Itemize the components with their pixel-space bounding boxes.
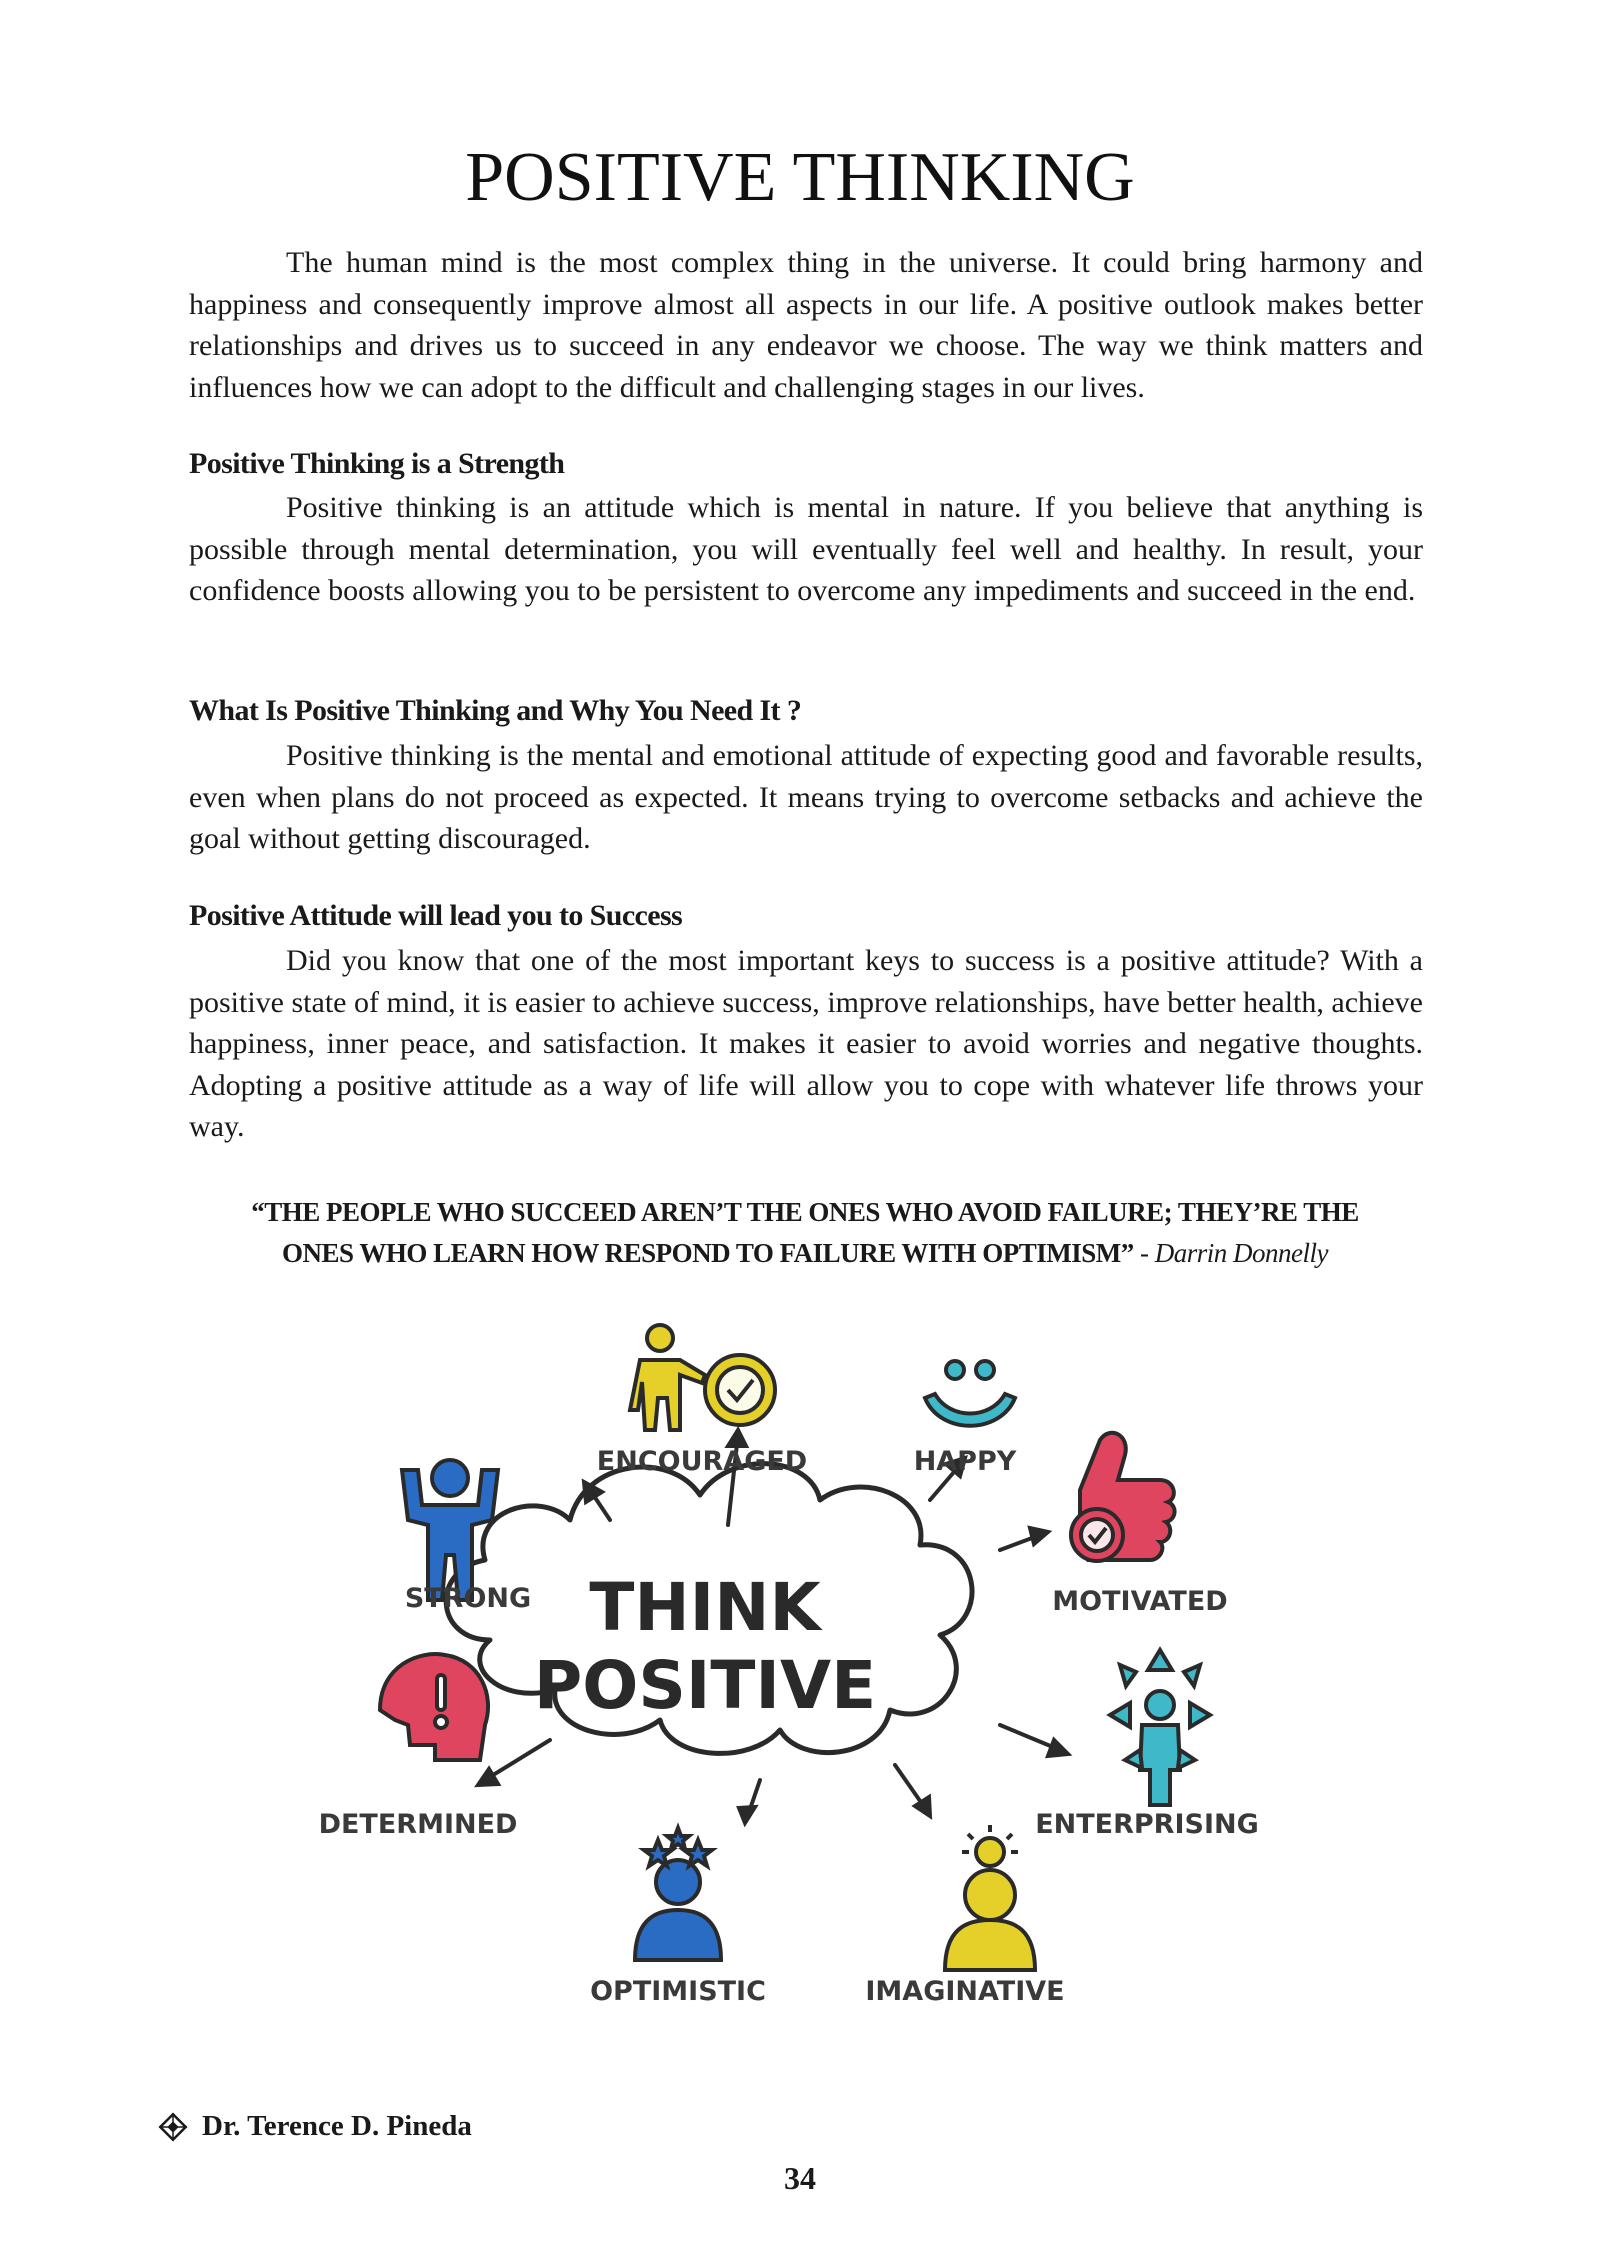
section-paragraph-what-is [189, 735, 1423, 860]
section-text-strength: Positive thinking is an attitude which is mental in nature. If you believe that anything is possible through mental determination, you will eventually feel well and healthy. In result, your confidence boosts allowing you to be persistent to overcome any impediments and succeed in the end. [189, 491, 1423, 607]
quote-line-1: “THE PEOPLE WHO SUCCEED AREN’T THE ONES WHO AVOID FAILURE; THEY’RE THE [251, 1197, 1359, 1227]
page-title: POSITIVE THINKING [465, 139, 1135, 216]
label-imaginative: IMAGINATIVE [865, 1976, 1065, 2007]
label-encouraged: ENCOURAGED [596, 1446, 808, 1477]
section-text-success: Did you know that one of the most important keys to success is a positive attitude? With a positive state of mind, it is easier to achieve success, improve relationships, have better health, achieve happiness, inner peace, and satisfaction. It makes it easier to avoid worries and negative thoughts. Adopting a positive attitude as a way of life will allow you to cope with whatever life throws your way. [189, 944, 1423, 1143]
label-happy: HAPPY [913, 1446, 1017, 1477]
intro-text: The human mind is the most complex thing in the universe. It could bring harmony and happiness and consequently improve almost all aspects in our life. A positive outlook makes better relationships and drives us to succeed in any endeavor we choose. The way we think matters and influences how we can adopt to the difficult and challenging stages in our lives. [189, 246, 1423, 404]
center-text-think: THINK [589, 1569, 821, 1646]
label-optimistic: OPTIMISTIC [590, 1976, 766, 2007]
intro-paragraph [189, 242, 1423, 408]
footer-author [158, 2110, 472, 2143]
optimistic-icon [635, 1828, 721, 1960]
label-strong: STRONG [404, 1583, 532, 1614]
page-number: 34 [784, 2160, 816, 2196]
quote-author: Darrin Donnelly [1154, 1238, 1328, 1268]
section-heading-what-is: What Is Positive Thinking and Why You Need It ? [189, 694, 802, 727]
encouraged-icon [630, 1325, 775, 1430]
quote-block [185, 1192, 1425, 1274]
label-motivated: MOTIVATED [1052, 1586, 1228, 1617]
footer-author-name: Dr. Terence D. Pineda [202, 2110, 472, 2142]
label-determined: DETERMINED [318, 1809, 518, 1840]
section-paragraph-strength [189, 487, 1423, 612]
imaginative-icon [945, 1825, 1035, 1970]
section-paragraph-success [189, 940, 1423, 1148]
enterprising-icon [1110, 1650, 1210, 1805]
motivated-icon [1071, 1433, 1175, 1561]
section-heading-success: Positive Attitude will lead you to Success [189, 899, 683, 932]
quote-line-2: ONES WHO LEARN HOW RESPOND TO FAILURE WITH OPTIMISM” [282, 1238, 1134, 1268]
strong-icon [402, 1460, 498, 1600]
think-positive-diagram [318, 1320, 1280, 2020]
section-text-what-is: Positive thinking is the mental and emotional attitude of expecting good and favorable results, even when plans do not proceed as expected. It means trying to overcome setbacks and achieve the goal without getting discouraged. [189, 739, 1423, 855]
quote-separator: - [1133, 1238, 1155, 1268]
section-heading-strength: Positive Thinking is a Strength [189, 447, 565, 480]
center-text-positive: POSITIVE [533, 1647, 877, 1724]
diamond-ornament-icon [158, 2112, 188, 2142]
happy-icon [925, 1361, 1015, 1426]
label-enterprising: ENTERPRISING [1035, 1809, 1259, 1840]
determined-icon [380, 1654, 488, 1760]
